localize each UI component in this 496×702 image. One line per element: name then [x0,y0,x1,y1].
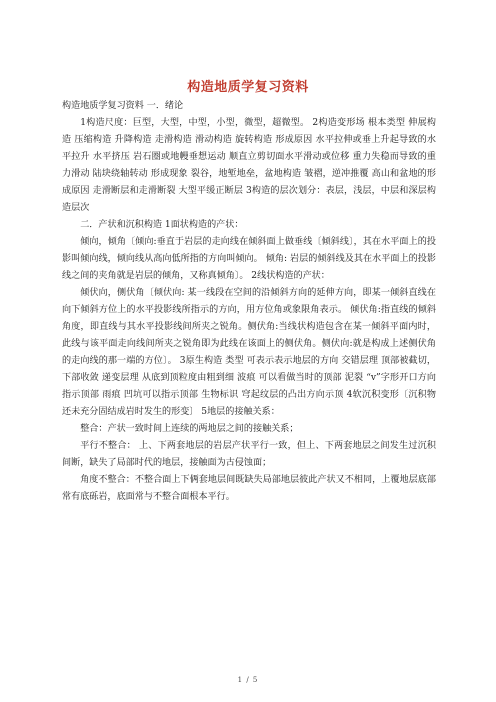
paragraph-angular-unconformity: 角度不整合：不整合面上下俩套地层间既缺失局部地层彼此产状又不相同，上覆地层底部常有底砾岩，底面常与不整合面根本平行。 [62,475,436,502]
document-title: 构造地质学复习资料 [187,80,309,95]
paragraph-section-two-heading: 二．产状和沉积构造 1面状构造的产状： [80,220,244,230]
paragraph-disconformity: 平行不整合： 上、下两套地层的岩层产状平行一致，但上、下两套地层之间发生过沉积间断，缺失了局部时代的地层，接触面为古侵蚀面； [62,441,436,468]
paragraph-dip-direction: 倾向，倾角〔倾向:垂直于岩层的走向线在倾斜面上做垂线〔倾斜线〕，其在水平面上的投影叫倾向线，倾向线从高向低所指的方向叫倾向。 倾角: 岩层的倾斜线及其在水平面上的投影线之间的夹角就是岩层的倾角，又称真倾角〕。 2线状构造的产状： [62,237,436,281]
paragraph-scale-types: 1构造尺度：巨型，大型，中型，小型，微型，超微型。 2构造变形场 根本类型 伸展构造 压缩构造 升降构造 走滑构造 滑动构造 旋转构造 形成原因 水平拉伸或垂上升起导致的水平拉升 水平挤压 岩石圈或地幔垂想运动 顺直立剪切面水平滑动或位移 重力失稳而导致的重力滑动 陆块绕轴转动 形成现象 裂谷，地堑地垒，盆地构造 皱褶，逆冲推覆 高山和盆地的形成原因 走滑断层和走滑断裂 大型平缓正断层 3构造的层次划分：表层，浅层，中层和深层构造层次 [62,118,436,213]
document-body [62,98,436,506]
paragraph-plunge: 倾伏向，侧伏角〔倾伏向: 某一线段在空间的沿倾斜方向的延伸方向，即某一倾斜直线在向下倾斜方位上的水平投影线所指示的方向，用方位角或象限角表示。 倾伏角:指直线的倾斜角度，即直线与其水平投影线间所夹之锐角。侧伏角:当线状构造包含在某一倾斜平面内时，此线与该平面走向线间所夹之锐角即为此线在该面上的侧伏角。侧伏向:就是构成上述侧伏角的走向线的那一端的方位〕。 3原生构造 类型 可表示表示地层的方向 交错层理 顶部被截切，下部收敛 递变层理 从底到顶粒度由粗到细 波痕 可以看做当时的顶部 泥裂 “v”字形开口方向指示顶部 雨痕 凹坑可以指示顶部 生物标识 穹起纹层的凸出方向示顶 4软沉积变形〔沉积物还未充分固结成岩时发生的形变〕 5地层的接触关系： [62,288,436,417]
page-number: 1 / 5 [237,676,259,684]
paragraph-conformity: 整合：产状一致时间上连续的两地层之间的接触关系； [80,424,299,434]
paragraph-intro: 构造地质学复习资料 一．绪论 [62,101,184,111]
